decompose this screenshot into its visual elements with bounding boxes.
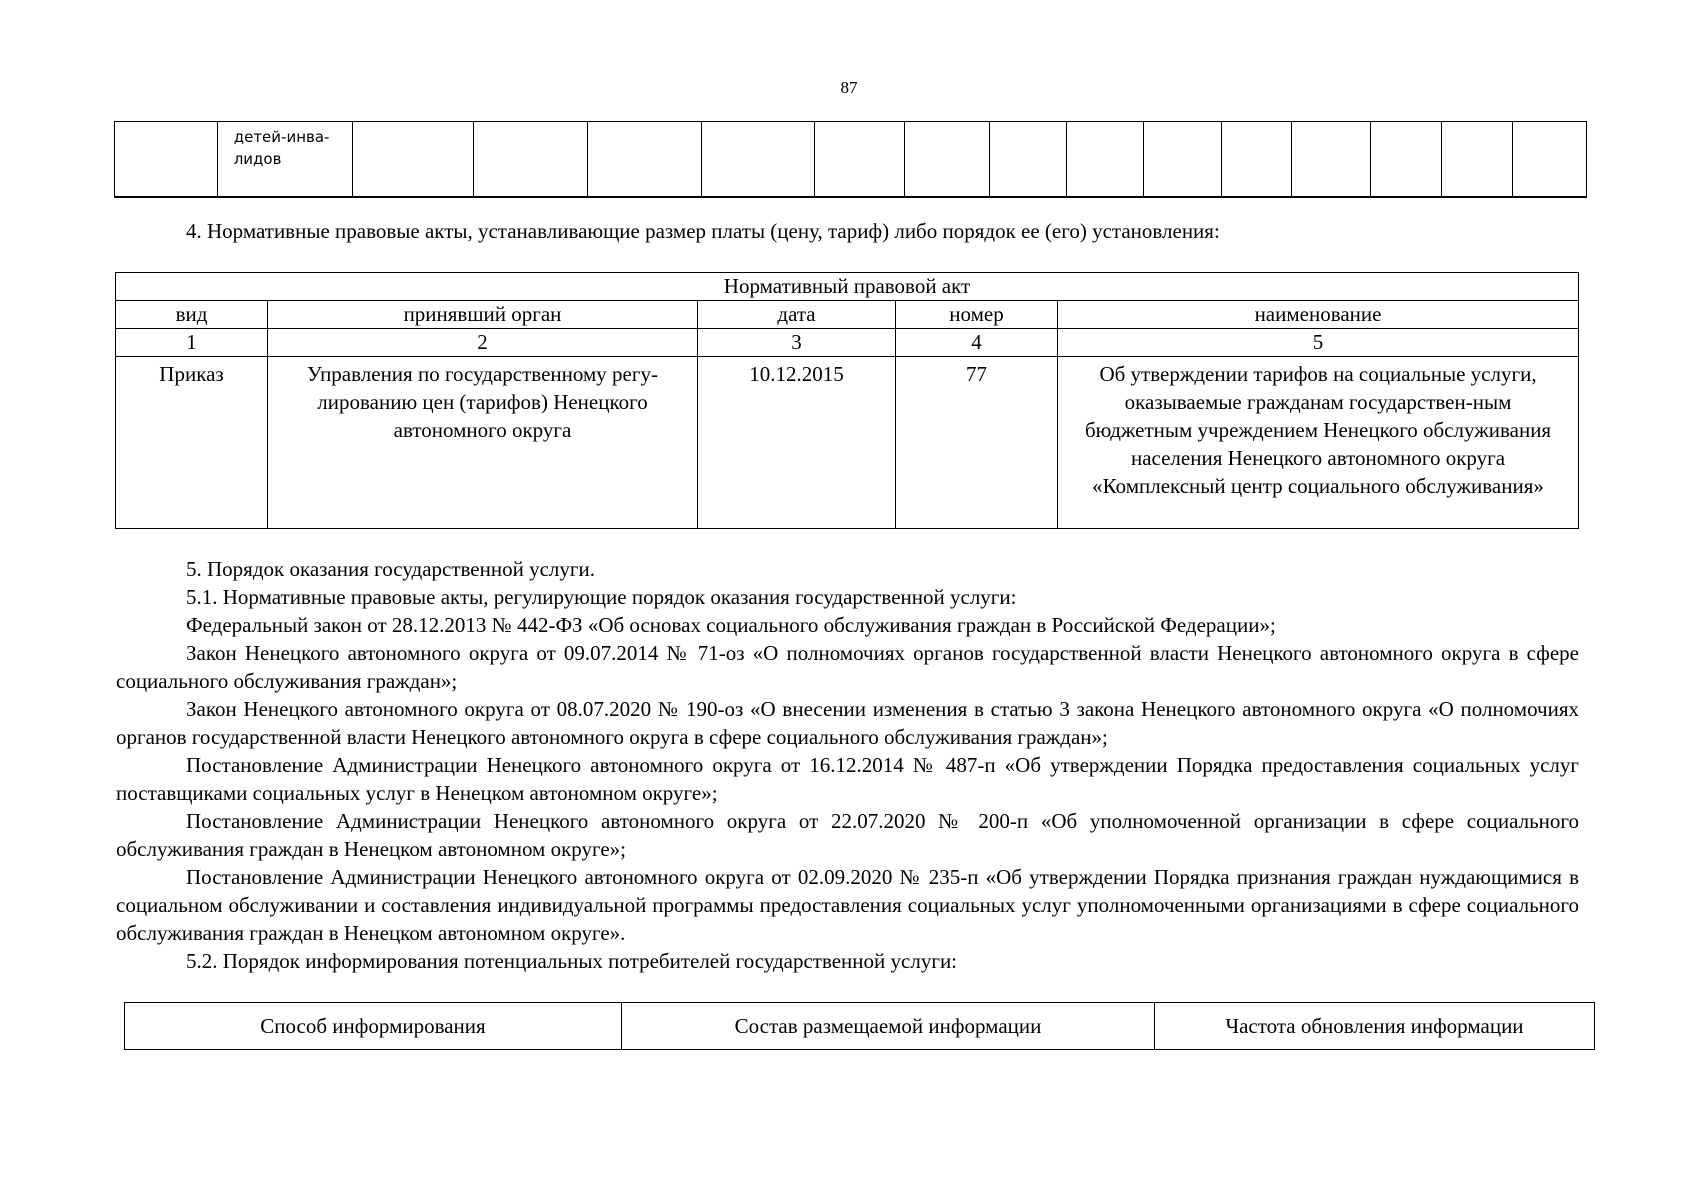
table-cell	[1512, 122, 1586, 198]
table-cell	[814, 122, 904, 198]
table-cell	[1441, 122, 1512, 198]
continuation-table	[114, 121, 1587, 198]
table-header-row	[116, 301, 1579, 329]
section5-heading	[116, 555, 1579, 583]
section5-2-heading-text: 5.2. Порядок информирования потенциальных потребителей государственной услуги:	[186, 949, 958, 973]
informing-table	[124, 1002, 1595, 1050]
table-cell	[588, 122, 701, 198]
column-header: вид	[116, 301, 268, 329]
table-cell	[904, 122, 989, 198]
column-number: 5	[1058, 329, 1579, 357]
table-cell	[115, 122, 218, 198]
act-paragraph	[116, 751, 1579, 807]
table-header-row	[125, 1003, 1595, 1050]
act-organ: Управления по государственному регу-лированию цен (тарифов) Ненецкого автономного округа	[268, 357, 698, 529]
column-header: принявший орган	[268, 301, 698, 329]
section5-1-heading-text: 5.1. Нормативные правовые акты, регулирующие порядок оказания государственной услуги:	[186, 585, 1017, 609]
table-cell	[473, 122, 587, 198]
act-name: Об утверждении тарифов на социальные услуги, оказываемые гражданам государствен-ным бюджетным учреждением Ненецкого обслуживания населения Ненецкого автономного округа «Комплексный центр социального обслуживания»	[1058, 357, 1579, 529]
label-line: лидов	[233, 150, 282, 168]
table-cell	[353, 122, 474, 198]
act-paragraph	[116, 611, 1579, 639]
column-header: Состав размещаемой информации	[622, 1003, 1155, 1050]
column-header: наименование	[1058, 301, 1579, 329]
table-cell	[701, 122, 814, 198]
act-paragraph-text: Постановление Администрации Ненецкого автономного округа от 02.09.2020 № 235-п «Об утверждении Порядка признания граждан нуждающимися в социальном обслуживании и составления индивидуальной программы предоставления социальных услуг уполномоченными организациями в сфере социального обслуживания граждан в Ненецком автономном округе».	[116, 865, 1579, 945]
act-type: Приказ	[116, 357, 268, 529]
column-number: 3	[698, 329, 896, 357]
table-row	[115, 122, 1587, 198]
table-cell	[1221, 122, 1292, 198]
table-cell	[1066, 122, 1143, 198]
section5-heading-text: 5. Порядок оказания государственной услуги.	[186, 557, 595, 581]
act-paragraph-text: Постановление Администрации Ненецкого автономного округа от 16.12.2014 № 487-п «Об утверждении Порядка предоставления социальных услуг поставщиками социальных услуг в Ненецком автономном округе»;	[116, 753, 1579, 805]
act-paragraph	[116, 639, 1579, 695]
group-header: Нормативный правовой акт	[116, 273, 1579, 301]
act-paragraph	[116, 695, 1579, 751]
act-paragraph-text: Закон Ненецкого автономного округа от 08.07.2020 № 190-оз «О внесении изменения в статью 3 закона Ненецкого автономного округа «О полномочиях органов государственной власти Ненецкого автономного округа в сфере социального обслуживания граждан»;	[116, 697, 1579, 749]
normative-acts-table	[115, 272, 1579, 529]
section5-1-heading	[116, 583, 1579, 611]
act-paragraph-text: Закон Ненецкого автономного округа от 09.07.2014 № 71-оз «О полномочиях органов государственной власти Ненецкого автономного округа в сфере социального обслуживания граждан»;	[116, 641, 1579, 693]
column-number: 2	[268, 329, 698, 357]
table-cell	[1292, 122, 1370, 198]
act-paragraph-text: Федеральный закон от 28.12.2013 № 442-ФЗ «Об основах социального обслуживания граждан в Российской Федерации»;	[186, 613, 1276, 637]
column-header: Частота обновления информации	[1155, 1003, 1595, 1050]
section4-heading-text: 4. Нормативные правовые акты, устанавливающие размер платы (цену, тариф) либо порядок ее (его) установления:	[186, 219, 1220, 243]
act-number: 77	[896, 357, 1058, 529]
table-header-row	[116, 273, 1579, 301]
column-number: 4	[896, 329, 1058, 357]
table-cell-label	[217, 122, 353, 198]
table-number-row	[116, 329, 1579, 357]
act-paragraph-text: Постановление Администрации Ненецкого автономного округа от 22.07.2020 № 200-п «Об уполномоченной организации в сфере социального обслуживания граждан в Ненецком автономном округе»;	[116, 809, 1579, 861]
label-line: детей-инва-	[233, 128, 330, 146]
column-header: номер	[896, 301, 1058, 329]
act-date: 10.12.2015	[698, 357, 896, 529]
act-paragraph	[116, 863, 1579, 947]
table-cell	[1144, 122, 1221, 198]
table-row	[116, 357, 1579, 529]
section5-2-heading	[116, 947, 1579, 975]
column-header: Способ информирования	[125, 1003, 622, 1050]
table-cell	[989, 122, 1066, 198]
section4-heading	[116, 217, 1579, 245]
table-cell	[1370, 122, 1441, 198]
column-header: дата	[698, 301, 896, 329]
page-number: 87	[840, 78, 858, 97]
column-number: 1	[116, 329, 268, 357]
act-paragraph	[116, 807, 1579, 863]
